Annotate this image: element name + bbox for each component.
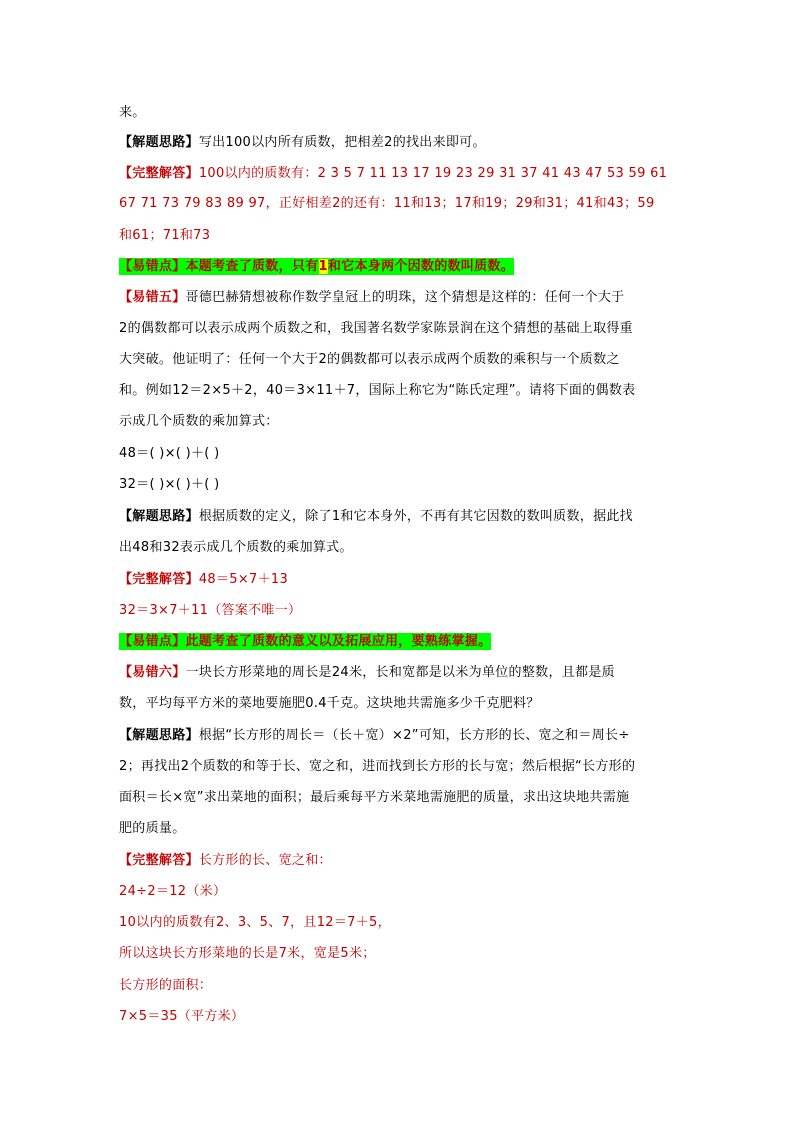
equation-blank-line: 32＝( )×( )＋( ) [119, 477, 220, 492]
question-five-tag: 【易错五】 [119, 290, 186, 305]
line-text: 根据质数的定义，除了1和它本身外，不再有其它因数的数叫质数，据此找 [198, 509, 633, 524]
line-text: 写出100以内所有质数，把相差2的找出来即可。 [198, 135, 486, 150]
question-line: 和。例如12＝2×5＋2，40＝3×11＋7，国际上称它为“陈氏定理”。请将下面的偶数表 [119, 383, 636, 398]
full-answer-tag: 【完整解答】 [119, 853, 199, 868]
text-line: 肥的质量。 [119, 821, 186, 836]
answer-line [119, 570, 288, 590]
error-point-highlight [119, 257, 514, 277]
line-text: 一块长方形菜地的周长是24米，长和宽都是以米为单位的整数，且都是质 [185, 665, 615, 680]
text-line: 2；再找出2个质数的和等于长、宽之和，进而找到长方形的长与宽；然后根据“长方形的 [119, 759, 636, 774]
question-line [119, 288, 624, 308]
text-line: 面积＝长×宽”求出菜地的面积；最后乘每平方米菜地需施肥的质量，求出这块地共需施 [119, 790, 630, 805]
answer-line: 和61；71和73 [119, 228, 211, 243]
question-line: 数，平均每平方米的菜地要施肥0.4千克。这块地共需施多少千克肥料？ [119, 696, 540, 711]
solution-idea-tag: 【解题思路】 [119, 509, 199, 524]
error-point-highlight [119, 632, 491, 652]
text-line [119, 133, 486, 153]
question-six-tag: 【易错六】 [119, 665, 186, 680]
text-line: 来。 [119, 105, 146, 120]
answer-line: 7×5＝35（平方米） [119, 1009, 245, 1024]
full-answer-tag: 【完整解答】 [119, 572, 199, 587]
answer-line [119, 851, 332, 871]
highlight-text: 【易错点】此题考查了质数的意义以及拓展应用，要熟练掌握。 [119, 634, 492, 649]
answer-line: 所以这块长方形菜地的长是7米，宽是5米； [119, 946, 376, 961]
answer-line: 10以内的质数有2、3、5、7，且12＝7＋5， [119, 915, 391, 930]
line-text: 根据“长方形的周长＝（长＋宽）×2”可知，长方形的长、宽之和＝周长÷ [198, 728, 630, 743]
answer-line: 67 71 73 79 83 89 97，正好相差2的还有：11和13；17和19；29和31；41和43；59 [119, 196, 655, 211]
text-line [119, 726, 630, 746]
answer-line: 24÷2＝12（米） [119, 884, 227, 899]
question-line: 示成几个质数的乘加算式： [119, 414, 279, 429]
full-answer-tag: 【完整解答】 [119, 166, 199, 181]
answer-line [119, 164, 667, 184]
solution-idea-tag: 【解题思路】 [119, 728, 199, 743]
text-line: 出48和32表示成几个质数的乘加算式。 [119, 540, 353, 555]
line-text: 48＝5×7＋13 [198, 572, 289, 587]
answer-line: 长方形的面积： [119, 978, 213, 993]
line-text: 哥德巴赫猜想被称作数学皇冠上的明珠，这个猜想是这样的：任何一个大于 [185, 290, 625, 305]
answer-line: 32＝3×7＋11（答案不唯一） [119, 603, 302, 618]
equation-blank-line: 48＝( )×( )＋( ) [119, 446, 220, 461]
line-text: 长方形的长、宽之和： [198, 853, 332, 868]
solution-idea-tag: 【解题思路】 [119, 135, 199, 150]
text-line [119, 507, 633, 527]
highlight-text: 【易错点】本题考查了质数，只有1和它本身两个因数的数叫质数。 [119, 259, 515, 274]
question-line: 大突破。他证明了：任何一个大于2的偶数都可以表示成两个质数的乘积与一个质数之 [119, 352, 620, 367]
question-line: 2的偶数都可以表示成两个质数之和，我国著名数学家陈景润在这个猜想的基础上取得重 [119, 321, 633, 336]
line-text: 100以内的质数有：2 3 5 7 11 13 17 19 23 29 31 37 41 43 47 53 59 61 [198, 166, 668, 181]
question-line [119, 663, 615, 683]
